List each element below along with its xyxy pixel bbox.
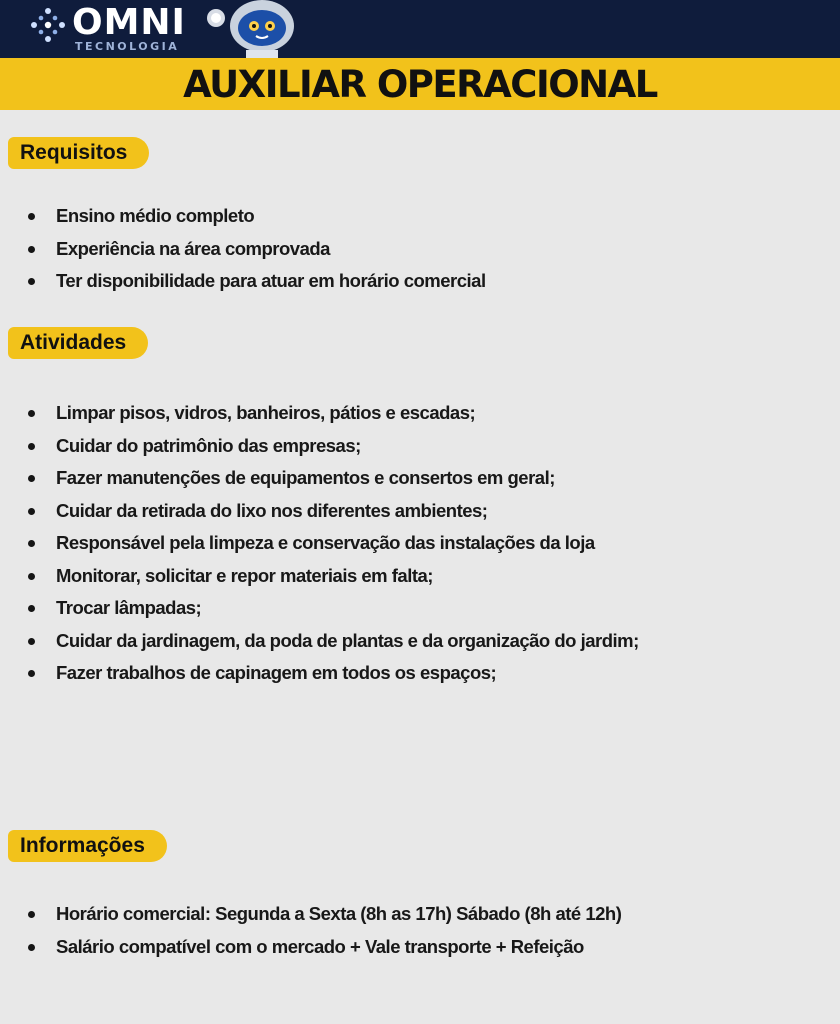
list-item: Cuidar da jardinagem, da poda de plantas e da organização do jardim; xyxy=(24,625,824,658)
header-bar xyxy=(0,0,840,58)
brand-tagline: TECNOLOGIA xyxy=(75,40,180,53)
list-item: Trocar lâmpadas; xyxy=(24,592,824,625)
informacoes-list xyxy=(24,898,824,963)
diamond-dots-icon xyxy=(28,7,68,43)
omni-logo xyxy=(28,2,308,56)
section-heading-atividades: Atividades xyxy=(8,327,148,359)
list-item: Salário compatível com o mercado + Vale transporte + Refeição xyxy=(24,931,824,964)
list-item: Limpar pisos, vidros, banheiros, pátios e escadas; xyxy=(24,397,824,430)
list-item: Responsável pela limpeza e conservação das instalações da loja xyxy=(24,527,824,560)
atividades-list xyxy=(24,397,824,690)
list-item: Fazer manutenções de equipamentos e consertos em geral; xyxy=(24,462,824,495)
list-item: Ter disponibilidade para atuar em horário comercial xyxy=(24,265,824,298)
list-item: Cuidar da retirada do lixo nos diferentes ambientes; xyxy=(24,495,824,528)
robot-mascot-icon xyxy=(196,0,306,58)
section-heading-requisitos: Requisitos xyxy=(8,137,149,169)
brand-name: OMNI xyxy=(72,2,186,43)
list-item: Ensino médio completo xyxy=(24,200,824,233)
list-item: Horário comercial: Segunda a Sexta (8h as 17h) Sábado (8h até 12h) xyxy=(24,898,824,931)
list-item: Fazer trabalhos de capinagem em todos os espaços; xyxy=(24,657,824,690)
section-heading-informacoes: Informações xyxy=(8,830,167,862)
title-banner xyxy=(0,58,840,110)
list-item: Cuidar do patrimônio das empresas; xyxy=(24,430,824,463)
requisitos-list xyxy=(24,200,824,298)
list-item: Experiência na área comprovada xyxy=(24,233,824,266)
page-title: AUXILIAR OPERACIONAL xyxy=(183,62,657,106)
list-item: Monitorar, solicitar e repor materiais em falta; xyxy=(24,560,824,593)
